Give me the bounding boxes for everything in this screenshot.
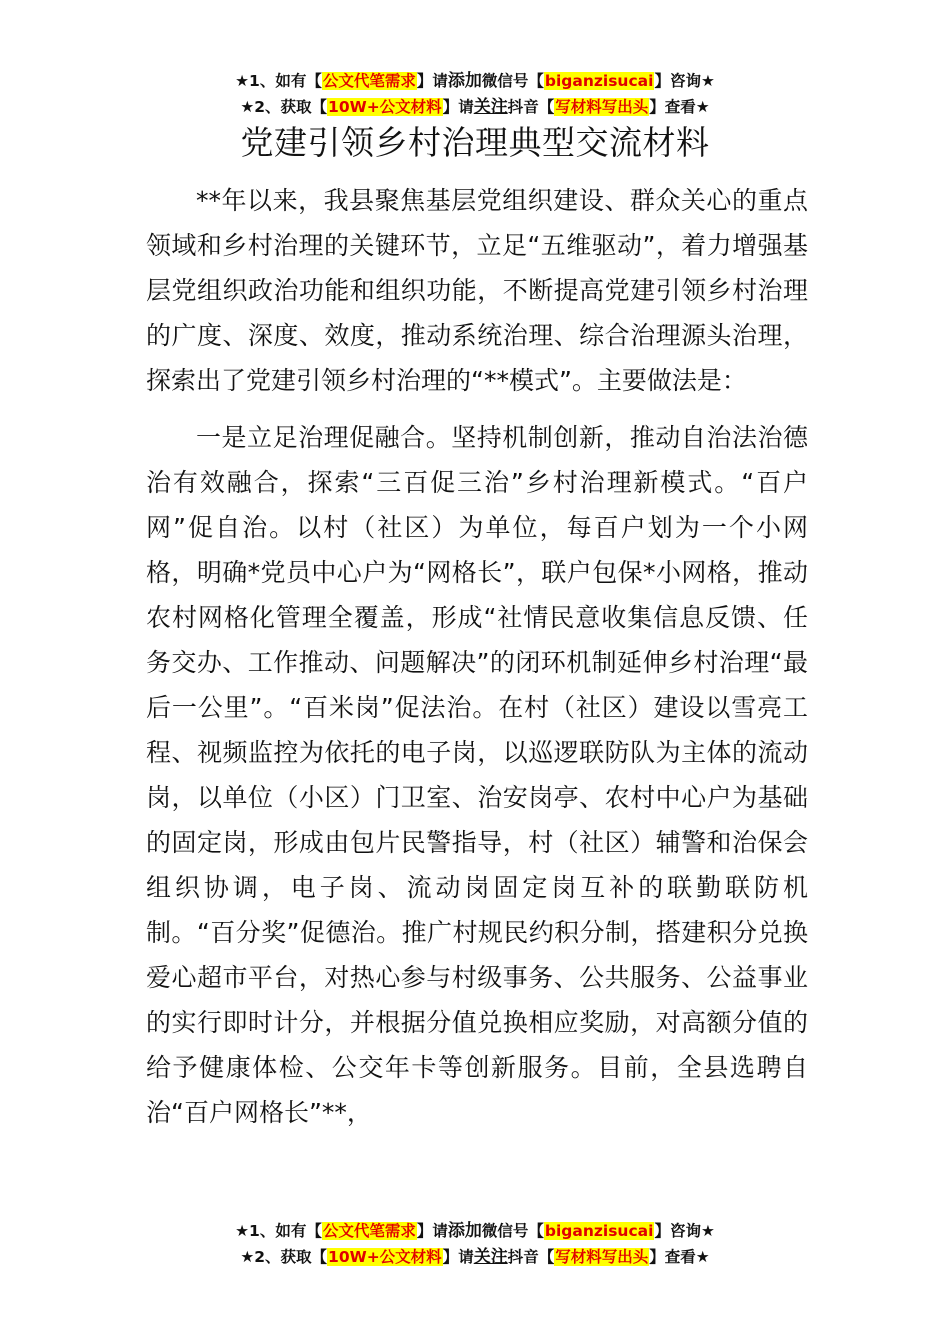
banner-emphasis: 关注	[473, 1247, 508, 1267]
douyin-id-highlight: 写材料写出头	[555, 98, 649, 116]
document-title: 党建引领乡村治理典型交流材料	[240, 123, 710, 162]
banner-emphasis: 添加	[447, 71, 482, 91]
banner-text: 微信号【	[481, 1222, 544, 1240]
banner-text: 】请	[442, 1248, 474, 1266]
banner-text: 】查看★	[649, 1248, 710, 1266]
banner-line-1	[0, 68, 950, 94]
douyin-id-highlight: 写材料写出头	[555, 1248, 649, 1266]
banner-text: 】查看★	[649, 98, 710, 116]
banner-text: 】请	[416, 72, 448, 90]
paragraph-intro: **年以来，我县聚焦基层党组织建设、群众关心的重点领域和乡村治理的关键环节，立足“五维驱动”，着力增强基层党组织政治功能和组织功能，不断提高党建引领乡村治理的广度、深度、效度，推动系统治理、综合治理源头治理，探索出了党建引领乡村治理的“**模式”。主要做法是：	[146, 186, 808, 395]
banner-highlight: 公文代笔需求	[322, 72, 416, 90]
header-banner	[0, 68, 950, 120]
banner-text: ★2、获取【	[240, 98, 328, 116]
banner-highlight: 10W+公文材料	[328, 1248, 442, 1266]
banner-text: 抖音【	[507, 1248, 555, 1266]
footer-banner	[0, 1218, 950, 1270]
banner-text: 】请	[416, 1222, 448, 1240]
banner-text: 】咨询★	[654, 72, 715, 90]
banner-text: 微信号【	[481, 72, 544, 90]
banner-text: 抖音【	[507, 98, 555, 116]
banner-highlight: 10W+公文材料	[328, 98, 442, 116]
banner-emphasis: 关注	[473, 97, 508, 117]
banner-text: ★1、如有【	[235, 1222, 322, 1240]
banner-highlight: 公文代笔需求	[322, 1222, 416, 1240]
banner-text: ★1、如有【	[235, 72, 322, 90]
banner-line-2	[0, 94, 950, 120]
banner-line-2	[0, 1244, 950, 1270]
banner-text: 】咨询★	[654, 1222, 715, 1240]
banner-text: 】请	[442, 98, 474, 116]
banner-text: ★2、获取【	[240, 1248, 328, 1266]
wechat-id-highlight: biganzisucai	[544, 1222, 654, 1240]
banner-line-1	[0, 1218, 950, 1244]
document-body	[146, 178, 808, 1135]
banner-emphasis: 添加	[447, 1221, 482, 1241]
paragraph-measure-1: 一是立足治理促融合。坚持机制创新，推动自治法治德治有效融合，探索“三百促三治”乡村治理新模式。“百户网”促自治。以村（社区）为单位，每百户划为一个小网格，明确*党员中心户为“网格长”，联户包保*小网格，推动农村网格化管理全覆盖，形成“社情民意收集信息反馈、任务交办、工作推动、问题解决”的闭环机制延伸乡村治理“最后一公里”。“百米岗”促法治。在村（社区）建设以雪亮工程、视频监控为依托的电子岗，以巡逻联防队为主体的流动岗，以单位（小区）门卫室、治安岗亭、农村中心户为基础的固定岗，形成由包片民警指导，村（社区）辅警和治保会组织协调，电子岗、流动岗固定岗互补的联勤联防机制。“百分奖”促德治。推广村规民约积分制，搭建积分兑换爱心超市平台，对热心参与村级事务、公共服务、公益事业的实行即时计分，并根据分值兑换相应奖励，对高额分值的给予健康体检、公交年卡等创新服务。目前，全县选聘自治“百户网格长”**，	[146, 423, 808, 1127]
wechat-id-highlight: biganzisucai	[544, 72, 654, 90]
